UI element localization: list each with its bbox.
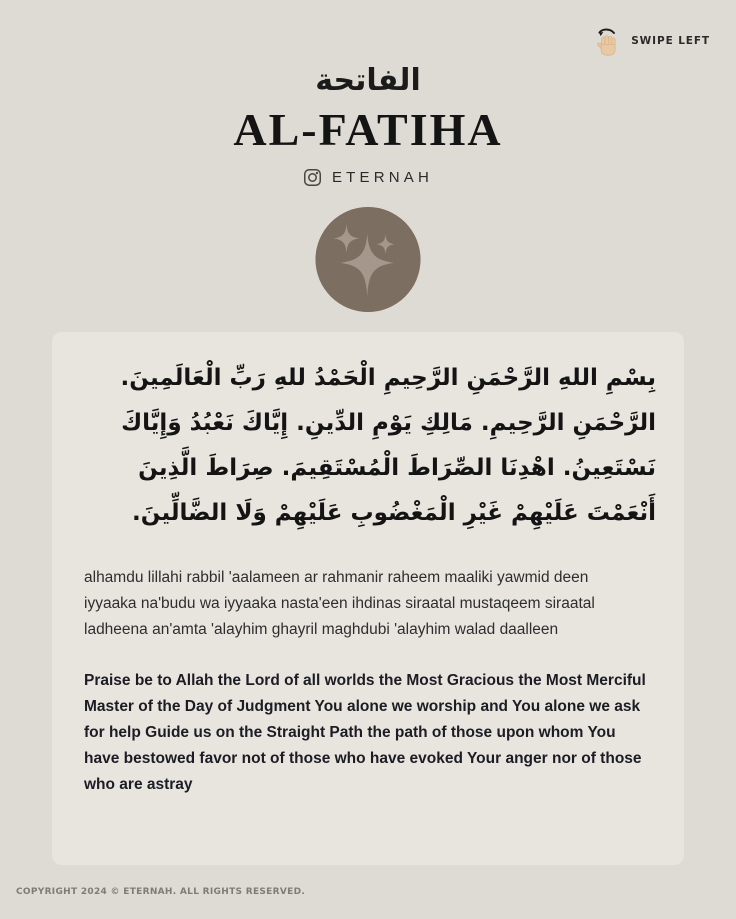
translation-text: Praise be to Allah the Lord of all worlds the Most Gracious the Most Merciful Master of the Day of Judgment You alone we worship and You alone we ask for help Guide us on the Straight Path the path of those upon whom You have bestowed favor not of those who have evoked Your anger nor of those who are astray xyxy=(84,672,646,793)
swipe-left-label: SWIPE LEFT xyxy=(631,35,710,47)
instagram-icon[interactable] xyxy=(303,168,322,187)
transliteration-text: alhamdu lillahi rabbil 'aalameen ar rahmanir raheem maaliki yawmid deen iyyaaka na'budu wa iyyaaka nasta'een ihdinas siraatal mustaqeem siraatal ladheena an'amta 'alayhim ghayril maghdubi 'alayhim walad daalleen xyxy=(84,569,595,638)
surah-title-arabic: الفاتحة xyxy=(315,63,421,98)
handle-label: ETERNAH xyxy=(331,168,434,186)
surah-card xyxy=(52,332,684,865)
social-handle[interactable] xyxy=(0,168,736,187)
sparkle-logo xyxy=(316,207,421,312)
page-header xyxy=(0,0,736,187)
copyright-notice: COPYRIGHT 2024 © ETERNAH. ALL RIGHTS RESERVED. xyxy=(16,887,306,897)
surah-title-latin: AL-FATIHA xyxy=(233,103,503,155)
arabic-verse-text: بِسْمِ اللهِ الرَّحْمَنِ الرَّحِيمِ الْحَمْدُ للهِ رَبِّ الْعَالَمِينَ. الرَّحْمَنِ الرَّحِيمِ. مَالِكِ يَوْمِ الدِّينِ. إِيَّاكَ نَعْبُدُ وَإِيَّاكَ نَسْتَعِينُ. اهْدِنَا الصِّرَاطَ الْمُسْتَقِيمَ. صِرَاطَ الَّذِينَ أَنْعَمْتَ عَلَيْهِمْ غَيْرِ الْمَغْضُوبِ عَلَيْهِمْ وَلَا الضَّالِّينَ. xyxy=(120,365,656,526)
